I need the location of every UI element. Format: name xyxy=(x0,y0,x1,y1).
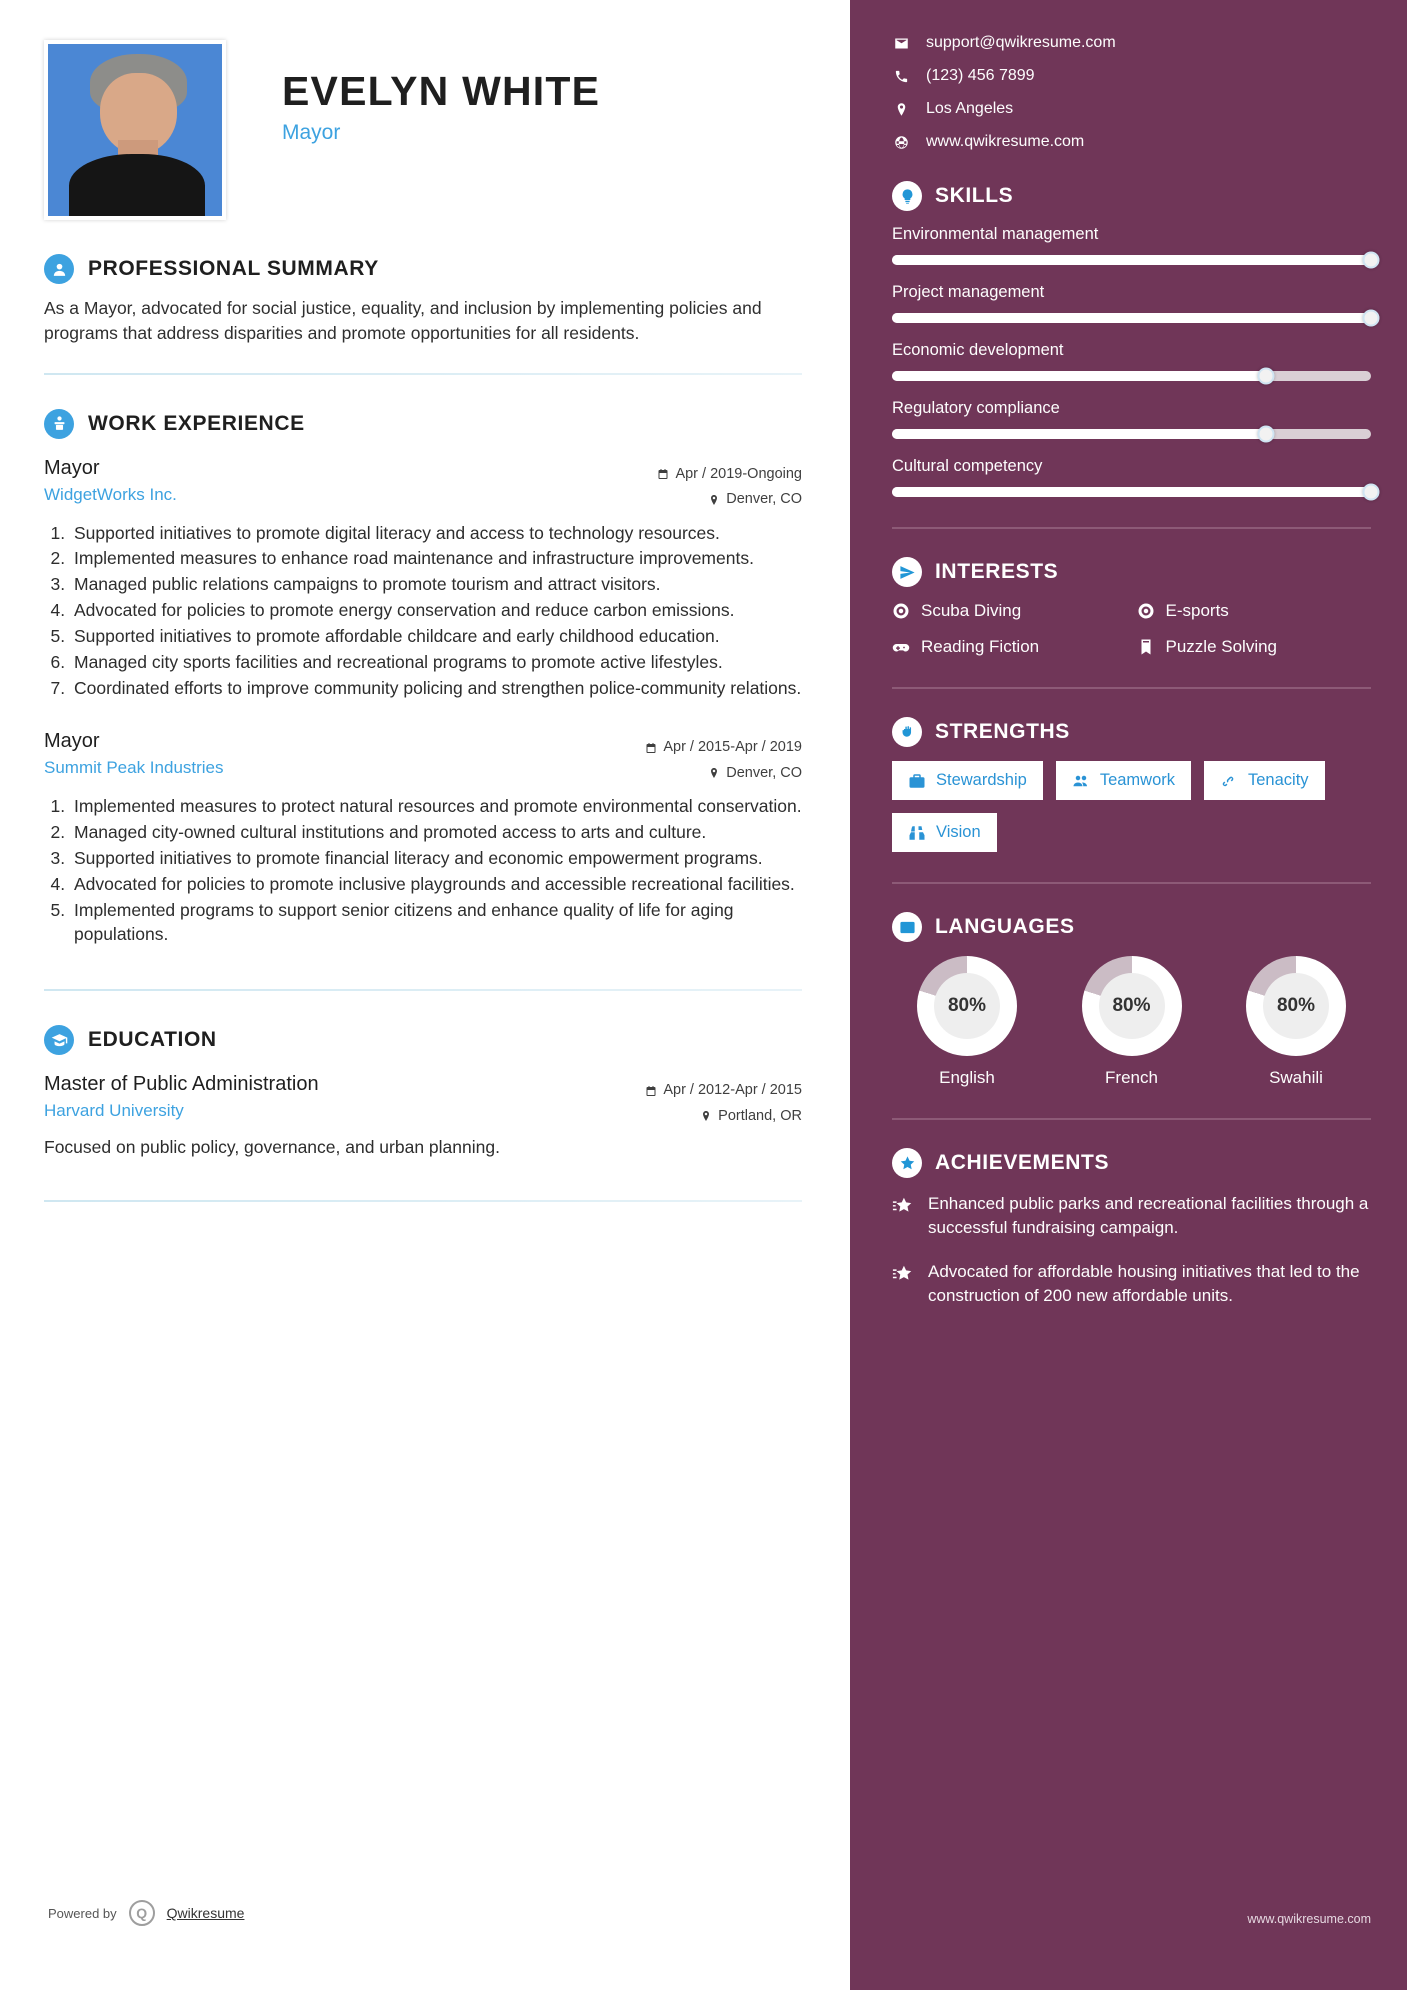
skill-item xyxy=(892,341,1371,381)
list-item: 4. Advocated for policies to promote energy conservation and reduce carbon emissions. xyxy=(70,598,802,623)
calendar-icon xyxy=(657,468,669,480)
slider-knob[interactable] xyxy=(1363,484,1380,501)
skill-slider[interactable] xyxy=(892,313,1371,323)
sidebar xyxy=(850,0,1407,1990)
section-title-work: WORK EXPERIENCE xyxy=(88,411,305,435)
school-name: Harvard University xyxy=(44,1101,184,1121)
language-percent: 80% xyxy=(1263,973,1329,1039)
interest-label: E-sports xyxy=(1165,601,1229,620)
divider xyxy=(44,373,802,375)
calendar-icon xyxy=(645,742,657,754)
skill-label: Environmental management xyxy=(892,225,1099,243)
section-title-education: EDUCATION xyxy=(88,1028,217,1052)
interest-label: Scuba Diving xyxy=(921,601,1022,620)
education-description: Focused on public policy, governance, and urban planning. xyxy=(44,1136,500,1157)
calendar-icon xyxy=(645,1085,657,1097)
life-ring-icon xyxy=(892,602,910,620)
profile-photo-frame xyxy=(44,40,226,220)
skill-item xyxy=(892,399,1371,439)
contact-list xyxy=(892,34,1371,151)
section-header-achievements xyxy=(892,1148,1371,1178)
job-company: Summit Peak Industries xyxy=(44,758,224,778)
language-progress-ring xyxy=(1246,956,1346,1056)
location-pin-icon xyxy=(708,494,720,506)
slider-knob[interactable] xyxy=(1363,310,1380,327)
name-block xyxy=(282,40,600,145)
skills-list xyxy=(892,225,1371,497)
slider-knob[interactable] xyxy=(1363,252,1380,269)
job-title: Mayor xyxy=(44,456,100,479)
education-entry xyxy=(44,1073,802,1160)
language-percent: 80% xyxy=(1099,973,1165,1039)
education-location: Portland, OR xyxy=(718,1107,802,1124)
list-item: 2. Managed city-owned cultural institutions and promoted access to arts and culture. xyxy=(70,820,802,845)
star-badge-icon xyxy=(892,1148,922,1178)
summary-text: As a Mayor, advocated for social justice, equality, and inclusion by implementing policies and programs that address disparities and promote opportunities for all residents. xyxy=(44,298,762,344)
education-location-row xyxy=(645,1104,802,1129)
page-title: EVELYN WHITE xyxy=(282,68,601,114)
contact-website[interactable] xyxy=(892,133,1371,151)
sidebar-footer-url: www.qwikresume.com xyxy=(1247,1912,1371,1926)
link-chain-icon xyxy=(1220,772,1238,790)
section-header-work xyxy=(44,409,802,439)
list-item: 4. Advocated for policies to promote inclusive playgrounds and accessible recreational facilities. xyxy=(70,872,802,897)
achievement-item xyxy=(892,1260,1371,1308)
location-pin-icon xyxy=(708,767,720,779)
list-item: 1. Supported initiatives to promote digital literacy and access to technology resources. xyxy=(70,521,802,546)
strength-label: Teamwork xyxy=(1099,771,1175,789)
interests-list xyxy=(892,601,1371,657)
job-location: Denver, CO xyxy=(726,764,802,781)
strength-chip[interactable] xyxy=(892,813,997,852)
location-pin-icon xyxy=(700,1110,712,1122)
skill-label: Regulatory compliance xyxy=(892,399,1060,417)
section-title-languages: LANGUAGES xyxy=(935,915,1075,938)
mail-icon xyxy=(892,36,910,51)
achievement-text: Advocated for affordable housing initiatives that led to the construction of 200 new affordable units. xyxy=(928,1262,1360,1306)
list-item: 7. Coordinated efforts to improve community policing and strengthen police-community relations. xyxy=(70,676,802,701)
contact-phone-value: (123) 456 7899 xyxy=(926,67,1035,84)
language-label: Swahili xyxy=(1269,1068,1323,1087)
section-header-summary xyxy=(44,254,802,284)
briefcase-person-icon xyxy=(44,409,74,439)
divider xyxy=(44,1200,802,1202)
strength-chip[interactable] xyxy=(1056,761,1191,800)
achievement-text: Enhanced public parks and recreational facilities through a successful fundraising campaign. xyxy=(928,1194,1369,1238)
skill-label: Project management xyxy=(892,283,1045,301)
language-item xyxy=(892,956,1042,1088)
job-dates-row xyxy=(645,735,802,760)
language-item xyxy=(1221,956,1371,1088)
list-item: 2. Implemented measures to enhance road maintenance and infrastructure improvements. xyxy=(70,546,802,571)
language-progress-ring xyxy=(1082,956,1182,1056)
language-item xyxy=(1057,956,1207,1088)
strength-chip[interactable] xyxy=(892,761,1043,800)
languages-list xyxy=(892,956,1371,1088)
translate-icon xyxy=(892,912,922,942)
slider-knob[interactable] xyxy=(1257,426,1274,443)
language-percent: 80% xyxy=(934,973,1000,1039)
section-header-skills xyxy=(892,181,1371,211)
skill-slider[interactable] xyxy=(892,371,1371,381)
job-bullets xyxy=(70,521,802,701)
divider xyxy=(892,687,1371,689)
globe-icon xyxy=(892,135,910,150)
contact-location xyxy=(892,100,1371,118)
star-icon xyxy=(892,1195,914,1217)
job-entry xyxy=(44,730,802,947)
job-role: Mayor xyxy=(282,121,341,145)
avatar xyxy=(48,44,222,216)
skill-slider[interactable] xyxy=(892,429,1371,439)
contact-location-value: Los Angeles xyxy=(926,100,1014,117)
user-circle-icon xyxy=(44,254,74,284)
skill-label: Cultural competency xyxy=(892,457,1043,475)
language-label: French xyxy=(1105,1068,1158,1087)
achievements-list xyxy=(892,1192,1371,1309)
phone-icon xyxy=(892,69,910,84)
list-item: 1. Implemented measures to protect natural resources and promote environmental conservation. xyxy=(70,794,802,819)
skill-item xyxy=(892,457,1371,497)
education-dates-row xyxy=(645,1078,802,1103)
divider xyxy=(44,989,802,991)
qwikresume-logo-icon: Q xyxy=(129,1900,155,1926)
interest-item xyxy=(892,601,1127,621)
section-header-languages xyxy=(892,912,1371,942)
strengths-list xyxy=(892,761,1371,852)
contact-email-value: support@qwikresume.com xyxy=(926,34,1116,51)
achievement-item xyxy=(892,1192,1371,1240)
toolbox-icon xyxy=(908,772,926,790)
skill-label: Economic development xyxy=(892,341,1064,359)
section-title-summary: PROFESSIONAL SUMMARY xyxy=(88,257,379,280)
section-header-strengths xyxy=(892,717,1371,747)
skill-item xyxy=(892,283,1371,323)
binoculars-icon xyxy=(908,824,926,842)
job-company: WidgetWorks Inc. xyxy=(44,484,177,504)
job-dates: Apr / 2015-Apr / 2019 xyxy=(663,739,802,756)
list-item: 6. Managed city sports facilities and recreational programs to promote active lifestyles. xyxy=(70,650,802,675)
job-entry xyxy=(44,457,802,701)
language-label: English xyxy=(939,1068,995,1087)
interest-item xyxy=(1137,601,1372,621)
lightbulb-icon xyxy=(892,181,922,211)
skill-item xyxy=(892,225,1371,265)
strength-chip[interactable] xyxy=(1204,761,1325,800)
degree-title: Master of Public Administration xyxy=(44,1073,319,1096)
section-title-achievements: ACHIEVEMENTS xyxy=(935,1151,1110,1174)
job-dates: Apr / 2019-Ongoing xyxy=(675,465,802,482)
people-group-icon xyxy=(1072,772,1090,790)
section-header-interests xyxy=(892,557,1371,587)
job-location-row xyxy=(657,487,802,512)
interest-label: Reading Fiction xyxy=(921,637,1040,656)
skill-slider[interactable] xyxy=(892,255,1371,265)
powered-by-label: Powered by xyxy=(48,1905,117,1921)
gamepad-icon xyxy=(892,638,910,656)
star-icon xyxy=(892,1263,914,1285)
location-pin-icon xyxy=(892,102,910,117)
list-item: 3. Managed public relations campaigns to promote tourism and attract visitors. xyxy=(70,572,802,597)
resume-header xyxy=(44,40,802,220)
section-title-strengths: STRENGTHS xyxy=(935,720,1070,743)
divider xyxy=(892,882,1371,884)
job-dates-row xyxy=(657,462,802,487)
education-dates: Apr / 2012-Apr / 2015 xyxy=(663,1082,802,1099)
interest-item xyxy=(1137,637,1372,657)
paper-plane-icon xyxy=(892,557,922,587)
graduation-cap-icon xyxy=(44,1025,74,1055)
skill-slider[interactable] xyxy=(892,487,1371,497)
book-icon xyxy=(1137,638,1155,656)
job-location: Denver, CO xyxy=(726,491,802,508)
job-location-row xyxy=(645,761,802,786)
divider xyxy=(892,527,1371,529)
fist-icon xyxy=(892,717,922,747)
contact-email[interactable] xyxy=(892,34,1371,52)
strength-label: Tenacity xyxy=(1248,771,1309,789)
contact-phone[interactable] xyxy=(892,67,1371,85)
interest-item xyxy=(892,637,1127,657)
slider-knob[interactable] xyxy=(1257,368,1274,385)
language-progress-ring xyxy=(917,956,1017,1056)
life-ring-icon xyxy=(1137,602,1155,620)
list-item: 5. Implemented programs to support senior citizens and enhance quality of life for aging populations. xyxy=(70,898,802,948)
job-title: Mayor xyxy=(44,730,100,753)
section-title-interests: INTERESTS xyxy=(935,560,1059,583)
list-item: 3. Supported initiatives to promote financial literacy and economic empowerment programs. xyxy=(70,846,802,871)
interest-label: Puzzle Solving xyxy=(1165,637,1278,656)
footer-branding xyxy=(48,1900,244,1926)
contact-website-value: www.qwikresume.com xyxy=(926,133,1085,150)
divider xyxy=(892,1118,1371,1120)
strength-label: Vision xyxy=(936,823,981,841)
qwikresume-link[interactable]: Qwikresume xyxy=(166,1905,245,1921)
job-bullets xyxy=(70,794,802,947)
list-item: 5. Supported initiatives to promote affordable childcare and early childhood education. xyxy=(70,624,802,649)
strength-label: Stewardship xyxy=(936,771,1027,789)
section-title-skills: SKILLS xyxy=(935,184,1014,207)
section-header-education xyxy=(44,1025,802,1055)
